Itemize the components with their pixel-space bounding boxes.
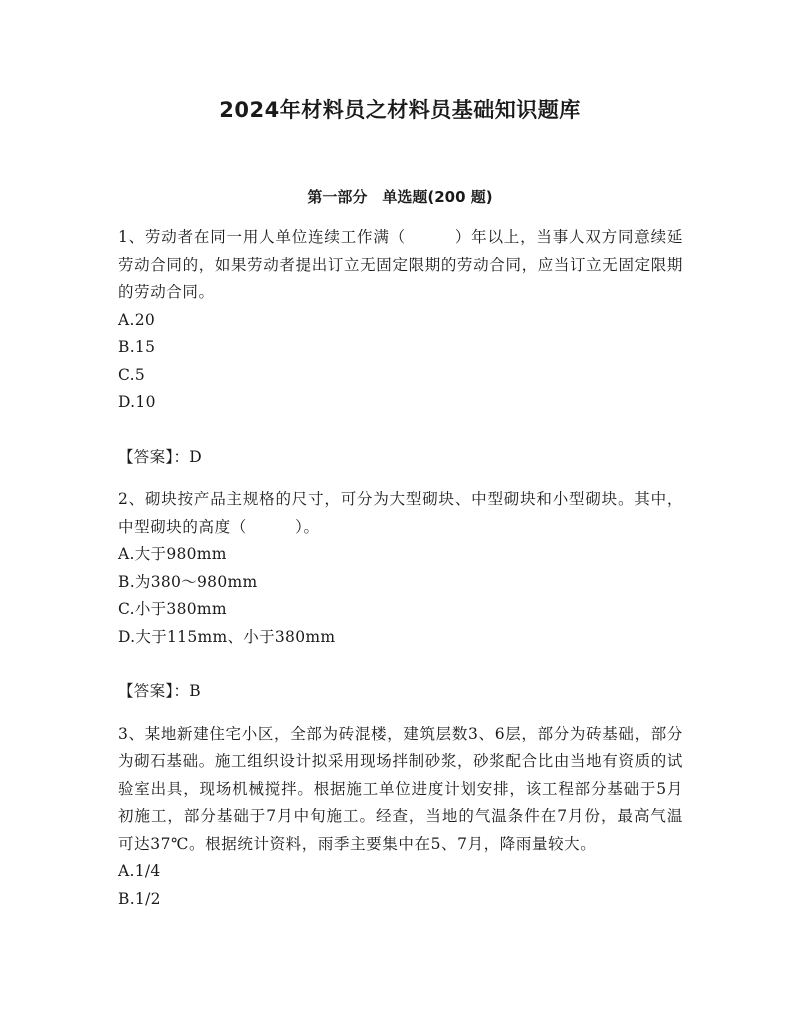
question-list: [118, 224, 683, 913]
option-b: B.为380～980mm: [118, 572, 258, 591]
question-1: [118, 224, 683, 471]
option-a: A.20: [118, 310, 156, 329]
option-c: C.5: [118, 365, 145, 384]
option-d: D.10: [118, 393, 156, 411]
question-text: 2、砌块按产品主规格的尺寸，可分为大型砌块、中型砌块和小型砌块。其中，中型砌块的高度（ ）。: [118, 490, 683, 536]
option-a: A.大于980mm: [118, 545, 227, 563]
question-2: [118, 486, 683, 706]
question-text: 1、劳动者在同一用人单位连续工作满（ ）年以上，当事人双方同意续延劳动合同的，如果劳动者提出订立无固定限期的劳动合同，应当订立无固定限期的劳动合同。: [118, 228, 683, 301]
answer-label: 【答案】：B: [118, 682, 201, 700]
option-d: D.大于115mm、小于380mm: [118, 627, 336, 646]
option-a: A.1/4: [118, 862, 161, 880]
section-title: 第一部分 单选题(200 题): [307, 188, 493, 206]
answer-label: 【答案】：D: [118, 447, 202, 466]
document-title: 2024年材料员之材料员基础知识题库: [219, 98, 581, 122]
option-c: C.小于380mm: [118, 600, 227, 618]
question-3: [118, 721, 683, 914]
option-b: B.15: [118, 338, 156, 356]
option-b: B.1/2: [118, 889, 161, 908]
question-text: 3、某地新建住宅小区，全部为砖混楼，建筑层数3、6层，部分为砖基础，部分为砌石基础。施工组织设计拟采用现场拌制砂浆，砂浆配合比由当地有资质的试验室出具，现场机械搅拌。根据施工单位进度计划安排，该工程部分基础于5月初施工，部分基础于7月中旬施工。经查，当地的气温条件在7月份，最高气温可达37℃。根据统计资料，雨季主要集中在5、7月，降雨量较大。: [118, 724, 683, 853]
